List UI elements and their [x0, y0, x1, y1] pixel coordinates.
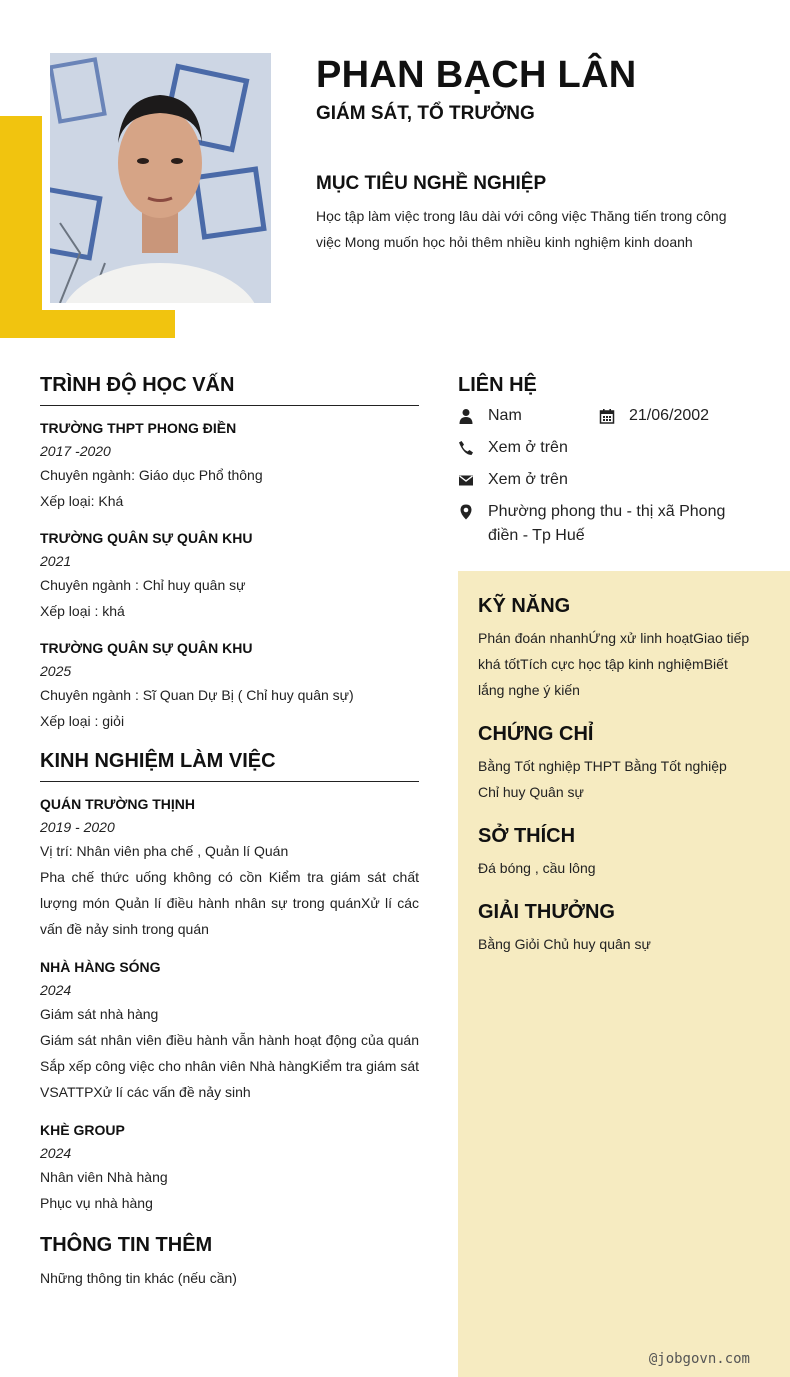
- objective-text: Học tập làm việc trong lâu dài với công việc Thăng tiến trong công việc Mong muốn học hỏi thêm nhiều kinh nghiệm kinh doanh: [316, 208, 727, 250]
- contact-gender: [458, 404, 522, 428]
- experience-entry: [40, 958, 419, 1105]
- experience-title: KINH NGHIỆM LÀM VIỆC: [40, 750, 419, 782]
- education-entry: [40, 639, 419, 734]
- entry-time: 2024: [40, 1145, 72, 1161]
- side-panel: [458, 571, 790, 1377]
- entry-name: QUÁN TRƯỜNG THỊNH: [40, 796, 195, 812]
- hobbies-title: SỞ THÍCH: [478, 825, 576, 847]
- entry-line: Xếp loại : khá: [40, 603, 125, 619]
- candidate-name: PHAN BẠCH LÂN: [316, 54, 637, 96]
- gender-value: Nam: [488, 407, 522, 424]
- left-column: [40, 374, 419, 1291]
- calendar-icon: [599, 408, 615, 424]
- skills-title: KỸ NĂNG: [478, 595, 571, 617]
- contact-title: LIÊN HỆ: [458, 374, 537, 396]
- entry-line: Chuyên ngành : Chỉ huy quân sự: [40, 577, 246, 593]
- education-entry: [40, 419, 419, 514]
- extra-text: Những thông tin khác (nếu cần): [40, 1270, 237, 1286]
- accent-bar-vertical: [0, 116, 42, 338]
- address-value: Phường phong thu - thị xã Phong điền - Tp Huế: [488, 503, 726, 544]
- entry-time: 2017 -2020: [40, 443, 111, 459]
- certificates-text: Bằng Tốt nghiệp THPT Bằng Tốt nghiệp Chỉ huy Quân sự: [478, 758, 727, 800]
- extra-title: THÔNG TIN THÊM: [40, 1234, 213, 1256]
- education-title: TRÌNH ĐỘ HỌC VẤN: [40, 374, 419, 406]
- entry-line: Vị trí: Nhân viên pha chế , Quản lí Quán: [40, 843, 289, 859]
- awards-title: GIẢI THƯỞNG: [478, 901, 615, 923]
- email-value: Xem ở trên: [488, 471, 568, 488]
- awards-text: Bằng Giỏi Chủ huy quân sự: [478, 936, 651, 952]
- entry-name: TRƯỜNG THPT PHONG ĐIỀN: [40, 420, 237, 436]
- entry-line: Xếp loại: Khá: [40, 493, 124, 509]
- entry-line: Xếp loại : giỏi: [40, 713, 125, 729]
- candidate-role: GIÁM SÁT, TỔ TRƯỞNG: [316, 103, 535, 124]
- contact-email: [458, 468, 568, 492]
- entry-name: TRƯỜNG QUÂN SỰ QUÂN KHU: [40, 640, 253, 656]
- contact-birthday: [599, 404, 709, 428]
- entry-time: 2024: [40, 982, 72, 998]
- entry-time: 2019 - 2020: [40, 819, 115, 835]
- entry-line: Giám sát nhân viên điều hành vẫn hành hoạt động của quán Sắp xếp công việc cho nhân viên Nhà hàngKiểm tra giám sát VSATTPXử lí các vấn đề nảy sinh: [40, 1032, 420, 1100]
- contact-phone: [458, 436, 568, 460]
- watermark: @jobgovn.com: [648, 1351, 750, 1367]
- certificates-title: CHỨNG CHỈ: [478, 723, 594, 745]
- entry-line: Nhân viên Nhà hàng: [40, 1169, 168, 1185]
- entry-time: 2025: [40, 663, 72, 679]
- entry-name: NHÀ HÀNG SÓNG: [40, 959, 161, 975]
- contact-address: [458, 500, 728, 548]
- entry-line: Phục vụ nhà hàng: [40, 1195, 153, 1211]
- hobbies-text: Đá bóng , cầu lông: [478, 860, 596, 876]
- entry-line: Giám sát nhà hàng: [40, 1006, 159, 1022]
- experience-entry: [40, 795, 419, 942]
- entry-line: Pha chế thức uống không có cồn Kiểm tra giám sát chất lượng món Quản lí điều hành nhân sự trong quánXử lí các vấn đề nảy sinh trong quán: [40, 869, 419, 937]
- accent-bar-horizontal: [0, 310, 175, 338]
- experience-entry: [40, 1121, 419, 1216]
- location-icon: [458, 504, 474, 520]
- entry-line: Chuyên ngành : Sĩ Quan Dự Bị ( Chỉ huy quân sự): [40, 687, 354, 703]
- entry-line: Chuyên ngành: Giáo dục Phổ thông: [40, 467, 263, 483]
- profile-photo: [50, 53, 271, 303]
- person-icon: [458, 408, 474, 424]
- phone-value: Xem ở trên: [488, 439, 568, 456]
- email-icon: [458, 472, 474, 488]
- entry-name: KHÈ GROUP: [40, 1122, 125, 1138]
- education-entry: [40, 529, 419, 624]
- objective-title: MỤC TIÊU NGHỀ NGHIỆP: [316, 173, 547, 194]
- skills-text: Phán đoán nhanhỨng xử linh hoạtGiao tiếp khá tốtTích cực học tập kinh nghiệmBiết lắng nghe ý kiến: [478, 630, 750, 698]
- entry-time: 2021: [40, 553, 72, 569]
- birthday-value: 21/06/2002: [629, 407, 710, 424]
- entry-name: TRƯỜNG QUÂN SỰ QUÂN KHU: [40, 530, 253, 546]
- phone-icon: [458, 440, 474, 456]
